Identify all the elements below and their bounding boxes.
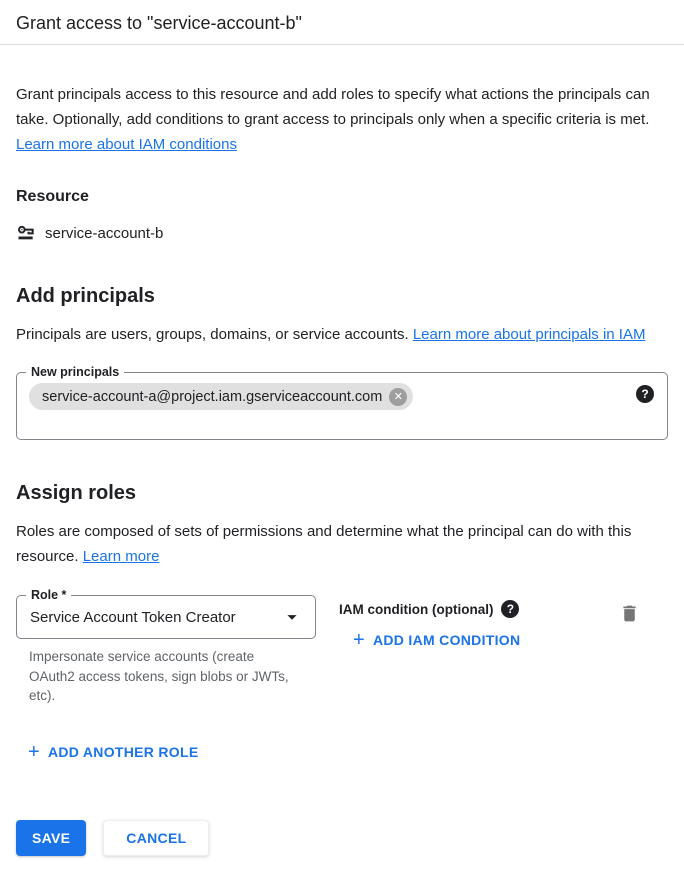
role-label: Role * — [26, 587, 71, 603]
chip-remove-icon[interactable]: ✕ — [389, 388, 407, 406]
principals-text: Principals are users, groups, domains, or service accounts. — [16, 326, 413, 343]
roles-paragraph — [16, 519, 664, 569]
principals-learn-more-link[interactable]: Learn more about principals in IAM — [412, 326, 646, 343]
add-iam-condition-button[interactable] — [353, 631, 520, 649]
iam-condition-help-icon[interactable]: ? — [501, 600, 519, 618]
iam-conditions-link[interactable]: Learn more about IAM conditions — [16, 136, 237, 153]
principal-chip[interactable] — [29, 383, 413, 410]
intro-paragraph — [16, 82, 666, 157]
resource-heading: Resource — [16, 188, 89, 205]
add-principals-heading: Add principals — [16, 285, 155, 307]
iam-condition-label: IAM condition (optional) — [339, 601, 494, 617]
principals-paragraph — [16, 322, 664, 347]
add-another-role-label: ADD ANOTHER ROLE — [47, 743, 199, 760]
role-description: Impersonate service accounts (create OAuth2 access tokens, sign blobs or JWTs, etc). — [29, 649, 289, 703]
arrow-drop-down-icon — [281, 606, 303, 628]
delete-role-button[interactable] — [619, 603, 640, 627]
role-value: Service Account Token Creator — [30, 608, 236, 626]
assign-roles-heading: Assign roles — [16, 482, 137, 504]
add-another-role-button[interactable] — [28, 740, 199, 763]
resource-row — [16, 223, 668, 243]
principals-help-icon[interactable]: ? — [636, 385, 654, 403]
cancel-button[interactable]: CANCEL — [103, 820, 209, 856]
intro-text: Grant principals access to this resource and add roles to specify what actions the principals can take. Optionally, add conditions to grant access to principals only when a specific criteria is met. — [16, 86, 650, 128]
plus-icon: + — [28, 740, 40, 763]
trash-icon — [619, 603, 640, 624]
new-principals-label: New principals — [26, 364, 124, 380]
roles-learn-more-link[interactable]: Learn more — [82, 548, 160, 565]
role-column — [16, 588, 316, 706]
role-row — [16, 588, 668, 706]
page-title: Grant access to "service-account-b" — [16, 13, 302, 33]
plus-icon: + — [353, 629, 365, 651]
principal-chip-label: service-account-a@project.iam.gserviceaccount.com — [42, 388, 383, 405]
iam-condition-column — [339, 595, 520, 651]
roles-text: Roles are composed of sets of permissions and determine what the principal can do with this resource. — [16, 523, 632, 565]
service-account-icon — [16, 223, 36, 243]
role-select-field — [16, 588, 316, 639]
dialog-footer — [16, 820, 668, 856]
save-button[interactable]: SAVE — [16, 820, 86, 856]
add-iam-condition-label: ADD IAM CONDITION — [372, 632, 521, 648]
resource-name: service-account-b — [45, 224, 164, 242]
dialog-header — [0, 0, 684, 45]
new-principals-field[interactable] — [16, 365, 668, 440]
